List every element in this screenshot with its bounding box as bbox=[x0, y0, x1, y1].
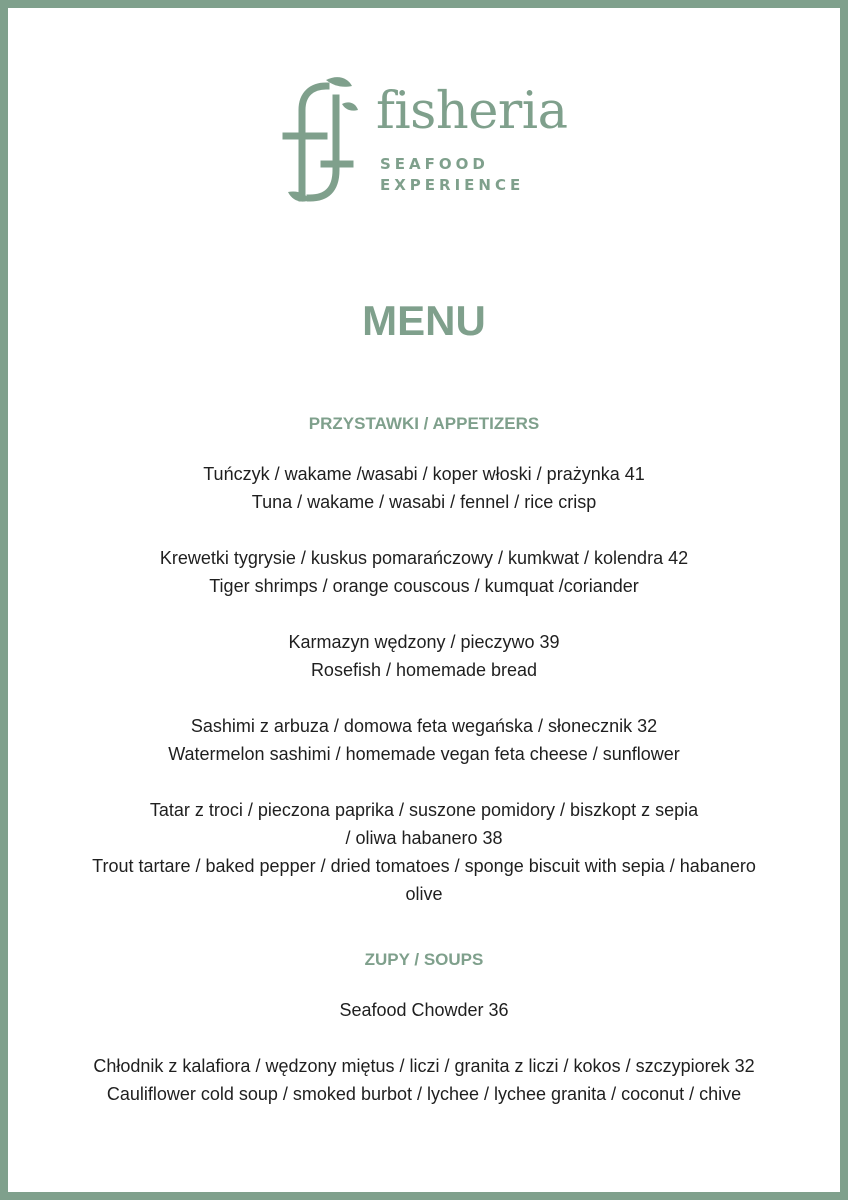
brand-tagline-line-2: EXPERIENCE bbox=[380, 176, 525, 194]
section-soups bbox=[38, 944, 810, 1108]
brand-name: fisheria bbox=[376, 82, 568, 141]
item-name-polish: Karmazyn wędzony / pieczywo 39 bbox=[288, 632, 560, 652]
menu-item bbox=[38, 996, 810, 1024]
fisheria-monogram-icon bbox=[280, 74, 360, 206]
menu-item bbox=[38, 544, 810, 600]
item-name-polish: Chłodnik z kalafiora / wędzony miętus / liczi / granita z liczi / kokos / szczypiorek 32 bbox=[93, 1056, 755, 1076]
section-title: PRZYSTAWKI / APPETIZERS bbox=[308, 414, 540, 433]
item-name-english-continued: olive bbox=[405, 884, 443, 904]
item-name-english: Watermelon sashimi / homemade vegan feta cheese / sunflower bbox=[168, 744, 680, 764]
brand-logo bbox=[280, 74, 590, 214]
menu-page bbox=[8, 8, 840, 1192]
brand-tagline bbox=[380, 154, 524, 196]
item-name-polish: Tuńczyk / wakame /wasabi / koper włoski / prażynka 41 bbox=[203, 464, 645, 484]
item-name-polish: Tatar z troci / pieczona paprika / suszone pomidory / biszkopt z sepia bbox=[149, 800, 699, 820]
menu-content bbox=[38, 408, 810, 1136]
page-title: MENU bbox=[362, 297, 486, 344]
item-name-english: Tiger shrimps / orange couscous / kumquat /coriander bbox=[209, 576, 639, 596]
section-title: ZUPY / SOUPS bbox=[364, 950, 484, 969]
item-name-english: Trout tartare / baked pepper / dried tomatoes / sponge biscuit with sepia / habanero bbox=[92, 856, 756, 876]
item-name-english: Rosefish / homemade bread bbox=[310, 660, 538, 680]
section-appetizers bbox=[38, 408, 810, 908]
item-name: Seafood Chowder 36 bbox=[339, 1000, 509, 1020]
menu-item bbox=[38, 460, 810, 516]
menu-item bbox=[38, 628, 810, 684]
item-name-english: Tuna / wakame / wasabi / fennel / rice crisp bbox=[251, 492, 597, 512]
menu-item bbox=[38, 712, 810, 768]
menu-item bbox=[38, 1052, 810, 1108]
item-name-polish: Sashimi z arbuza / domowa feta wegańska / słonecznik 32 bbox=[190, 716, 658, 736]
item-name-polish-continued: / oliwa habanero 38 bbox=[345, 828, 503, 848]
item-name-polish: Krewetki tygrysie / kuskus pomarańczowy / kumkwat / kolendra 42 bbox=[159, 548, 689, 568]
brand-tagline-line-1: SEAFOOD bbox=[380, 155, 489, 173]
item-name-english: Cauliflower cold soup / smoked burbot / lychee / lychee granita / coconut / chive bbox=[106, 1084, 742, 1104]
menu-item bbox=[38, 796, 810, 908]
